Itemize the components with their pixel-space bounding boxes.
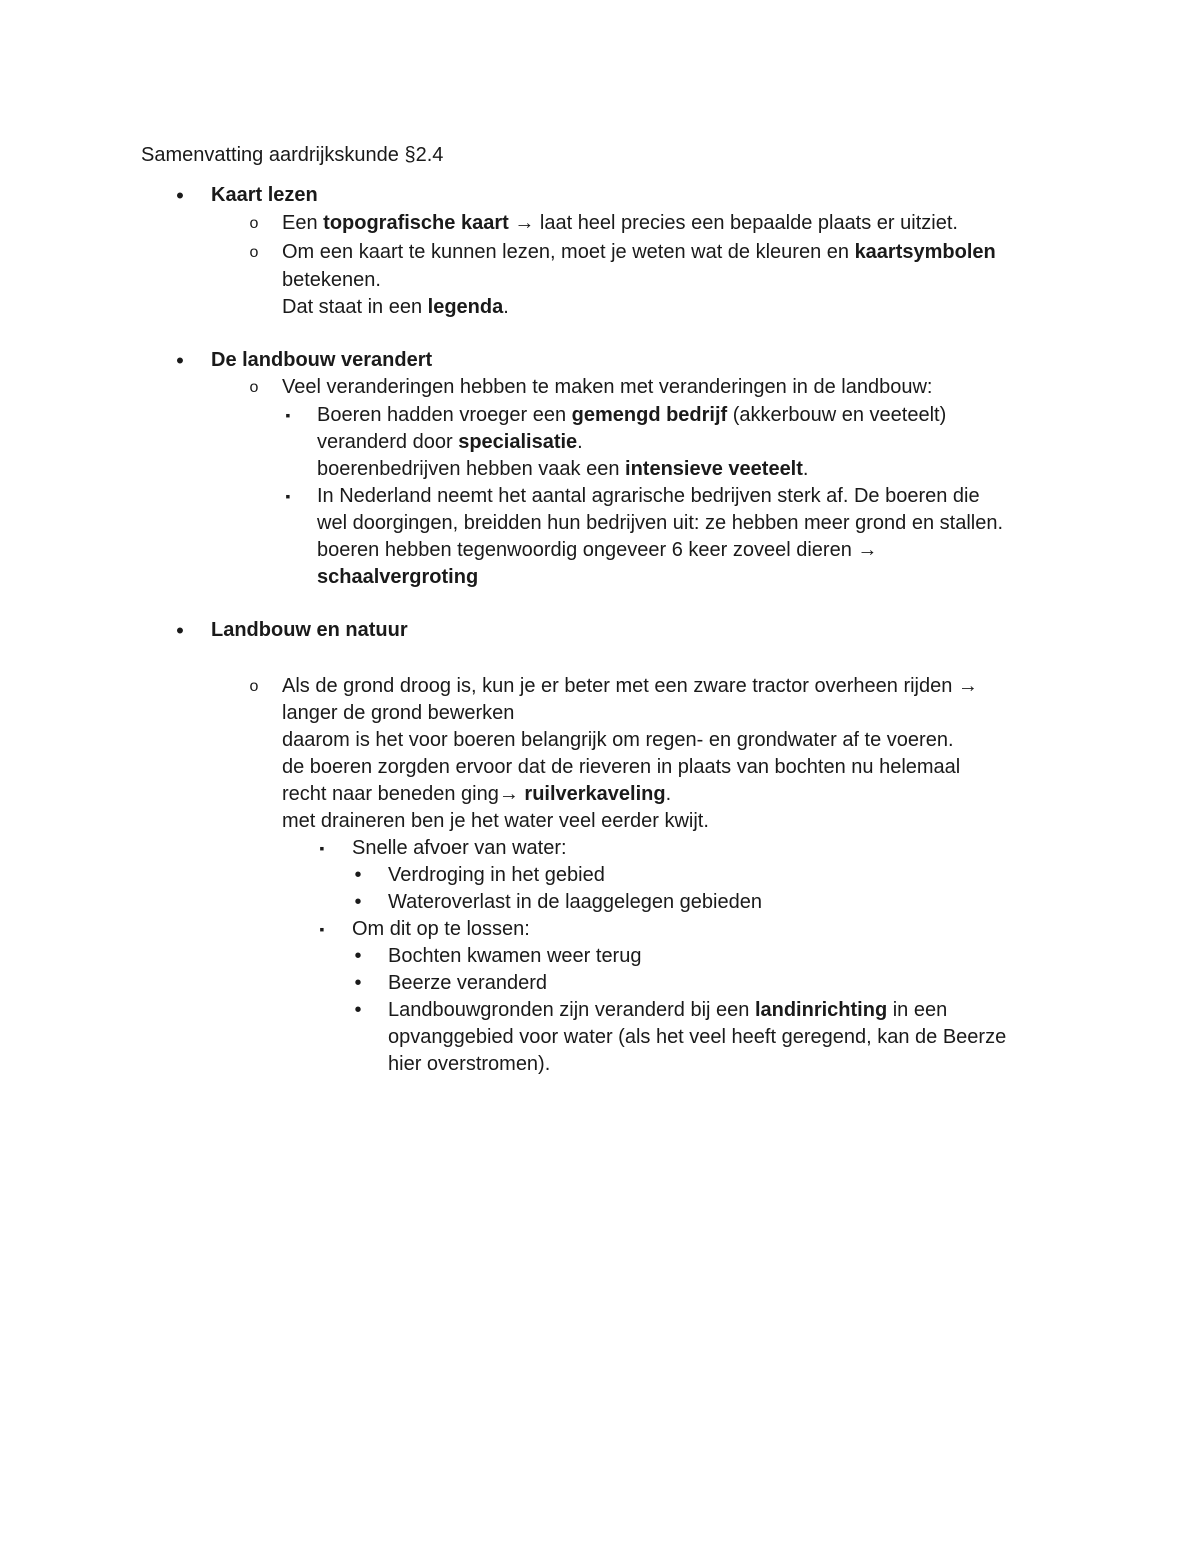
list-item: Als de grond droog is, kun je er beter met een zware tractor overheen rijden → bbox=[282, 675, 978, 697]
list-item: Veel veranderingen hebben te maken met veranderingen in de landbouw: bbox=[282, 376, 933, 398]
sub-list-item-continued: schaalvergroting bbox=[317, 566, 479, 588]
list-item: Een topografische kaart → laat heel precies een bepaalde plaats er uitziet. bbox=[282, 212, 958, 234]
dot-marker: • bbox=[354, 999, 362, 1021]
circle-marker: o bbox=[249, 678, 259, 695]
list-item: Om een kaart te kunnen lezen, moet je weten wat de kleuren en kaartsymbolen bbox=[282, 241, 996, 263]
list-item-continued: langer de grond bewerken bbox=[282, 702, 515, 724]
sub-list-item: In Nederland neemt het aantal agrarische bedrijven sterk af. De boeren die bbox=[317, 485, 980, 507]
sub-list-item-continued: boerenbedrijven hebben vaak een intensieve veeteelt. bbox=[317, 458, 809, 480]
section-heading-kaart-lezen: Kaart lezen bbox=[211, 184, 318, 206]
dot-marker: • bbox=[354, 945, 362, 967]
dot-marker: • bbox=[354, 864, 362, 886]
arrow-icon: → bbox=[498, 783, 519, 805]
list-item-continued: Dat staat in een legenda. bbox=[282, 296, 509, 318]
circle-marker: o bbox=[249, 215, 259, 232]
square-marker: ▪ bbox=[319, 840, 325, 856]
square-marker: ▪ bbox=[285, 488, 291, 504]
sub-sub-list-item: Landbouwgronden zijn veranderd bij een landinrichting in een bbox=[388, 999, 948, 1021]
list-item-continued: met draineren ben je het water veel eerder kwijt. bbox=[282, 810, 709, 832]
sub-list-item-continued: boeren hebben tegenwoordig ongeveer 6 keer zoveel dieren → bbox=[317, 539, 878, 561]
sub-sub-list-item: Bochten kwamen weer terug bbox=[388, 945, 642, 967]
sub-list-item: Boeren hadden vroeger een gemengd bedrijf (akkerbouw en veeteelt) bbox=[317, 404, 947, 426]
sub-sub-list-item: Verdroging in het gebied bbox=[388, 864, 605, 886]
section-heading-landbouw-en-natuur: Landbouw en natuur bbox=[211, 619, 408, 641]
sub-list-item: Om dit op te lossen: bbox=[352, 918, 530, 940]
arrow-icon: → bbox=[514, 212, 535, 234]
circle-marker: o bbox=[249, 379, 259, 396]
sub-list-item: Snelle afvoer van water: bbox=[352, 837, 567, 859]
sub-list-item-continued: veranderd door specialisatie. bbox=[317, 431, 583, 453]
dot-marker: • bbox=[354, 972, 362, 994]
arrow-icon: → bbox=[857, 539, 878, 561]
sub-sub-list-item-continued: hier overstromen). bbox=[388, 1053, 551, 1075]
square-marker: ▪ bbox=[319, 921, 325, 937]
section-heading-landbouw-verandert: De landbouw verandert bbox=[211, 349, 433, 371]
list-item-continued: betekenen. bbox=[282, 269, 381, 291]
circle-marker: o bbox=[249, 244, 259, 261]
square-marker: ▪ bbox=[285, 407, 291, 423]
sub-sub-list-item-continued: opvanggebied voor water (als het veel heeft geregend, kan de Beerze bbox=[388, 1026, 1007, 1048]
sub-sub-list-item: Beerze veranderd bbox=[388, 972, 547, 994]
bullet-marker: • bbox=[176, 618, 184, 643]
list-item-continued: daarom is het voor boeren belangrijk om regen- en grondwater af te voeren. bbox=[282, 729, 954, 751]
list-item-continued: recht naar beneden ging→ ruilverkaveling. bbox=[282, 783, 672, 805]
sub-list-item-continued: wel doorgingen, breidden hun bedrijven uit: ze hebben meer grond en stallen. bbox=[317, 512, 1004, 534]
dot-marker: • bbox=[354, 891, 362, 913]
bullet-marker: • bbox=[176, 183, 184, 208]
page-title: Samenvatting aardrijkskunde §2.4 bbox=[141, 144, 444, 166]
sub-sub-list-item: Wateroverlast in de laaggelegen gebieden bbox=[388, 891, 762, 913]
arrow-icon: → bbox=[957, 675, 978, 697]
list-item-continued: de boeren zorgden ervoor dat de rieveren in plaats van bochten nu helemaal bbox=[282, 756, 961, 778]
bullet-marker: • bbox=[176, 348, 184, 373]
